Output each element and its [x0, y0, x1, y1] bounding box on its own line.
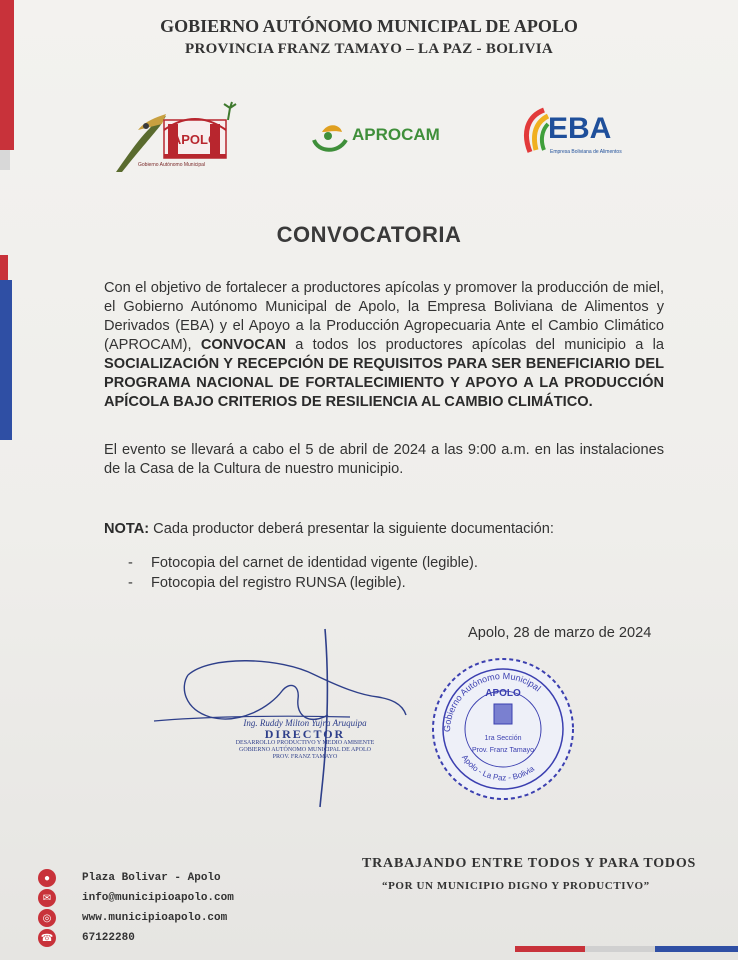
footer-slogan-main: TRABAJANDO ENTRE TODOS Y PARA TODOS [362, 856, 697, 871]
official-stamp [428, 654, 578, 804]
location-icon: ● [38, 869, 56, 887]
header-subtitle: PROVINCIA FRANZ TAMAYO – LA PAZ - BOLIVIA [184, 41, 554, 57]
footer-contact-row [38, 868, 234, 888]
eba-logo-subtitle: Empresa Boliviana de Alimentos [550, 149, 622, 155]
bottom-stripe-red [515, 946, 585, 952]
eba-logo-text: EBA [548, 112, 612, 145]
signatory-role: DIRECTOR [264, 727, 346, 741]
web-icon: ◎ [38, 909, 56, 927]
body-program: SOCIALIZACIÓN Y RECEPCIÓN DE REQUISITOS PARA SER BENEFICIARIO DEL PROGRAMA NACIONAL DE FORTALECIMIENTO Y APOYO A LA PRODUCCIÓN APÍCOLA BAJO CRITERIOS DE RESILIENCIA AL CAMBIO CLIMÁTICO. [104, 356, 664, 410]
requirements-list [128, 553, 478, 593]
aprocam-logo-mark [308, 118, 352, 154]
footer-website[interactable]: www.municipioapolo.com [82, 912, 228, 924]
footer-email[interactable]: info@municipioapolo.com [82, 892, 234, 904]
signature-block [210, 718, 400, 761]
signatory-dept: DESARROLLO PRODUCTIVO Y MEDIO AMBIENTE [235, 740, 375, 746]
stamp-apolo-text: APOLO [485, 688, 521, 699]
stamp-arc-bottom-text: Apolo - La Paz - Bolivia [459, 753, 536, 783]
body-intro: Con el objetivo de fortalecer a productores apícolas y promover la producción de miel, el Gobierno Autónomo Municipal de Apolo, la Empresa Boliviana de Alimentos y Derivados (EBA) y el Apoyo a la Producción Agropecuaria Ante el Cambio Climático (APROCAM), [104, 280, 664, 353]
stamp-section-text: 1ra Sección [484, 735, 522, 742]
flag-stripe-blue [0, 280, 12, 440]
event-paragraph: El evento se llevará a cabo el 5 de abril de 2024 a las 9:00 a.m. en las instalaciones de la Casa de la Cultura de nuestro municipio. [104, 442, 664, 477]
footer-address: Plaza Bolivar - Apolo [82, 872, 221, 884]
signatory-name: Ing. Ruddy Milton Yujra Aruquipa [243, 718, 367, 728]
footer-contact-row [38, 908, 234, 928]
footer-contact-row [38, 928, 234, 948]
list-item [128, 553, 478, 573]
body-mid: a todos los productores apícolas del municipio a la [285, 337, 664, 353]
list-dash: - [128, 575, 133, 591]
body-paragraph [104, 279, 664, 412]
bottom-stripe-white [585, 946, 655, 952]
eba-logo-mark [518, 106, 550, 156]
nota-line [104, 521, 554, 537]
flag-stripe-gap [0, 150, 10, 170]
email-icon: ✉ [38, 889, 56, 907]
stamp-arc-top-text: Gobierno Autónomo Municipal [441, 670, 543, 733]
phone-icon: ☎ [38, 929, 56, 947]
list-dash: - [128, 555, 133, 571]
footer-phone: 67122280 [82, 932, 135, 944]
document-date: Apolo, 28 de marzo de 2024 [468, 625, 652, 641]
signatory-org: GOBIERNO AUTÓNOMO MUNICIPAL DE APOLO [239, 747, 371, 753]
list-item-text: Fotocopia del registro RUNSA (legible). [151, 575, 406, 591]
nota-label: NOTA: [104, 521, 150, 537]
apolo-logo-text: APOLO [171, 132, 219, 147]
list-item-text: Fotocopia del carnet de identidad vigente (legible). [151, 555, 478, 571]
signatory-province: PROV. FRANZ TAMAYO [272, 754, 338, 760]
apolo-logo-subtitle: Gobierno Autónomo Municipal [138, 162, 205, 168]
list-item [128, 573, 478, 593]
nota-text: Cada productor deberá presentar la siguiente documentación: [149, 521, 554, 537]
bottom-stripe-blue [655, 946, 738, 952]
body-convocan: CONVOCAN [200, 337, 286, 353]
footer-contacts [38, 868, 234, 948]
footer-slogan-sub: “POR UN MUNICIPIO DIGNO Y PRODUCTIVO” [382, 880, 650, 892]
header-title: GOBIERNO AUTÓNOMO MUNICIPAL DE APOLO [160, 16, 578, 36]
document-title: CONVOCATORIA [276, 222, 462, 247]
stamp-province-text: Prov. Franz Tamayo [472, 747, 534, 754]
aprocam-logo-text: APROCAM [352, 125, 440, 144]
footer-contact-row [38, 888, 234, 908]
